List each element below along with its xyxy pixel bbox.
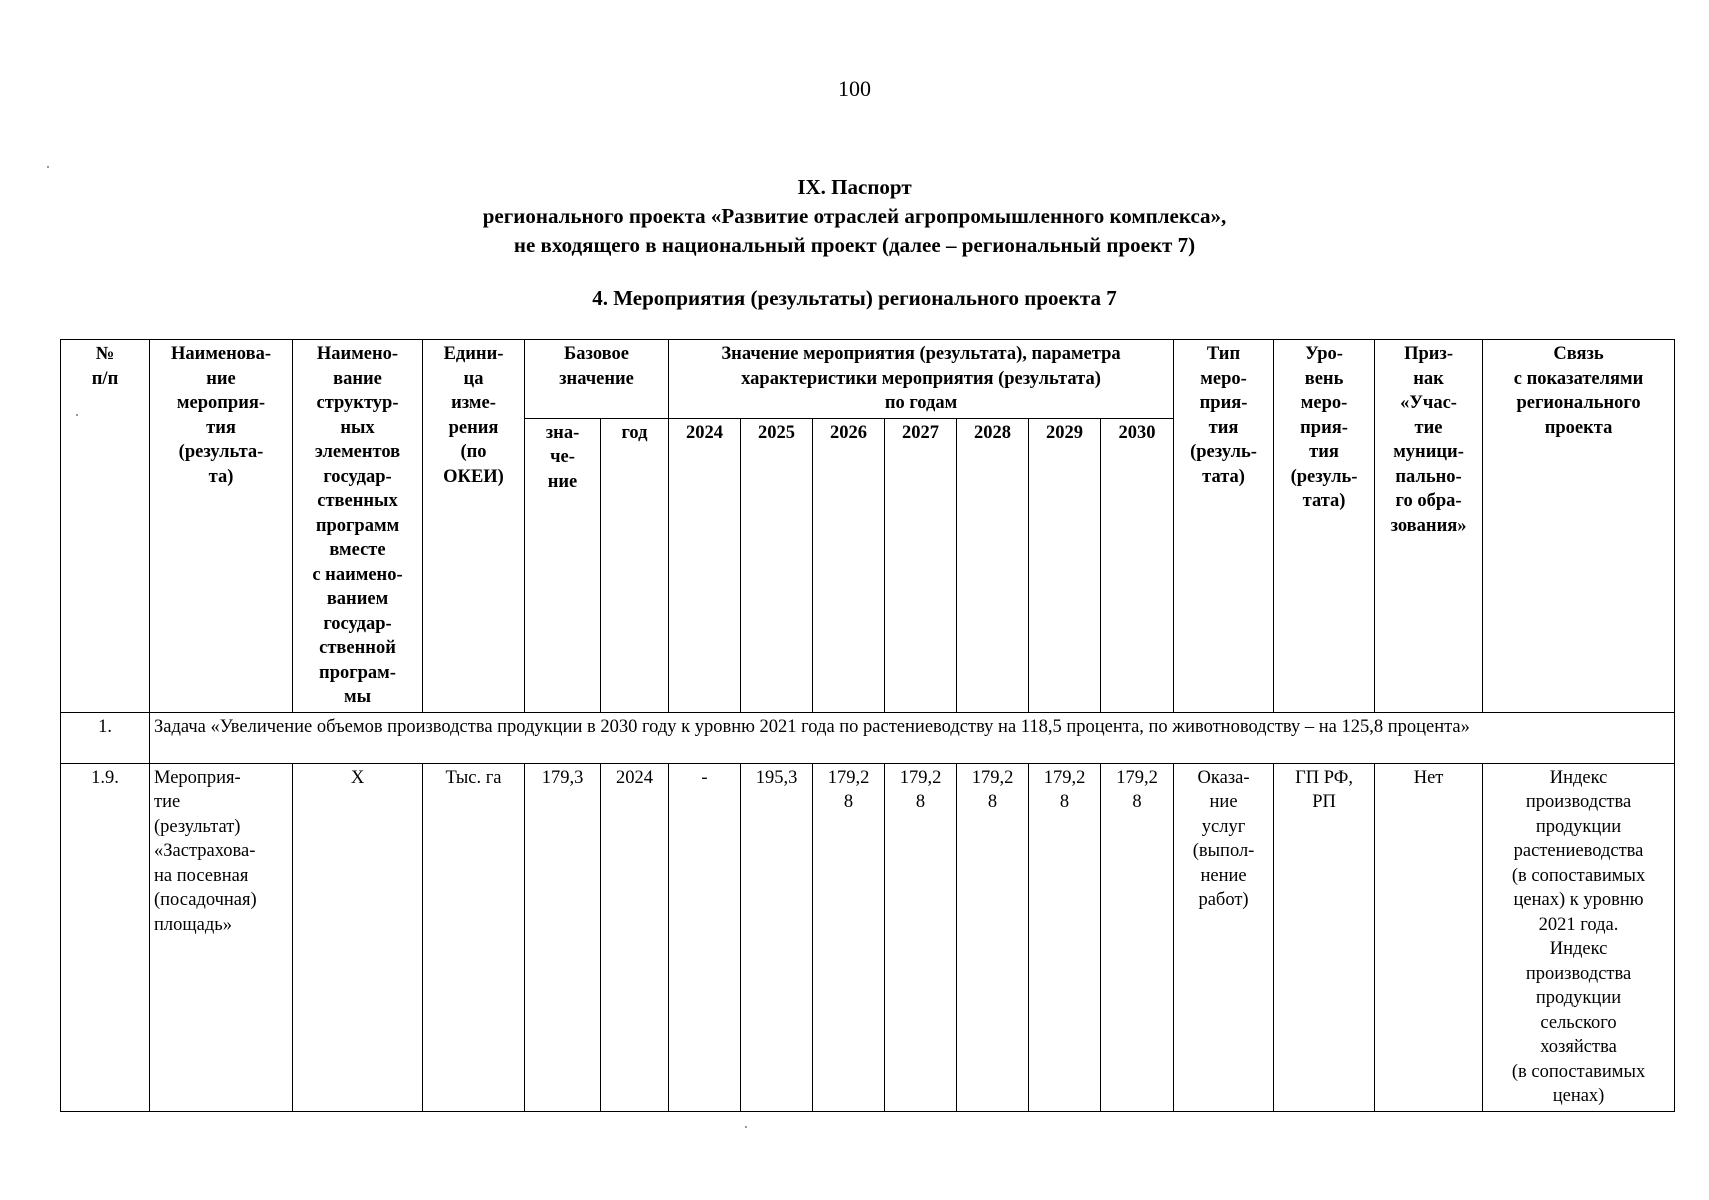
item-unit: Тыс. га [423,763,525,1111]
measures-table [60,339,1675,1112]
header-year-2025: 2025 [741,418,813,712]
header-measure-name: Наименова- ние мероприя- тия (результа- та) [150,340,293,713]
header-unit: Едини- ца изме- рения (по ОКЕИ) [423,340,525,713]
item-indicator-link: Индекс производства продукции растениеводства (в сопоставимых ценах) к уровню 2021 года. Индекс производства продукции сельского хозяйства (в сопоставимых ценах) [1483,763,1675,1111]
header-base-value: Базовое значение [525,340,669,419]
task-num: 1. [61,712,150,763]
item-value-2029: 179,2 8 [1029,763,1101,1111]
header-num: № п/п [61,340,150,713]
item-value-2030: 179,2 8 [1101,763,1174,1111]
header-year-2028: 2028 [957,418,1029,712]
header-row-1 [61,340,1675,419]
title-line-3: не входящего в национальный проект (далее – региональный проект 7) [513,233,1196,257]
header-year-2027: 2027 [885,418,957,712]
header-structural-elements: Наимено- вание структур- ных элементов государ- ственных программ вместе с наимено- ванием государ- ственной програм- мы [293,340,423,713]
page-number: 100 [838,76,871,101]
item-measure-name: Мероприя- тие (результат) «Застрахова- на посевная (посадочная) площадь» [150,763,293,1111]
item-structural-elements: X [293,763,423,1111]
header-year-2026: 2026 [813,418,885,712]
table-row-item [61,763,1675,1111]
header-measure-level: Уро- вень меро- прия- тия (резуль- тата) [1274,340,1375,713]
title-line-2: регионального проекта «Развитие отраслей агропромышленного комплекса», [482,204,1227,228]
header-municipal-participation: Приз- нак «Учас- тие муници- пально- го обра- зования» [1375,340,1483,713]
item-value-2027: 179,2 8 [885,763,957,1111]
item-value-2026: 179,2 8 [813,763,885,1111]
header-base-value-year: год [601,418,669,712]
item-municipal-participation: Нет [1375,763,1483,1111]
table-row-task [61,712,1675,763]
item-num: 1.9. [61,763,150,1111]
scan-speck [745,1126,747,1128]
section-title: 4. Мероприятия (результаты) регионального проекта 7 [592,286,1117,310]
item-measure-level: ГП РФ, РП [1274,763,1375,1111]
item-value-2025: 195,3 [741,763,813,1111]
item-base-value: 179,3 [525,763,601,1111]
header-indicator-link: Связь с показателями регионального проекта [1483,340,1675,713]
header-base-value-value: зна- че- ние [525,418,601,712]
header-year-2029: 2029 [1029,418,1101,712]
header-year-2024: 2024 [669,418,741,712]
header-values-by-year: Значение мероприятия (результата), параметра характеристики мероприятия (результата) по годам [669,340,1174,419]
scan-speck [47,166,49,168]
header-measure-type: Тип меро- прия- тия (резуль- тата) [1174,340,1274,713]
document-title [0,173,1709,260]
item-value-2024: - [669,763,741,1111]
item-base-year: 2024 [601,763,669,1111]
task-text: Задача «Увеличение объемов производства продукции в 2030 году к уровню 2021 года по растениеводству на 118,5 процента, по животноводству – на 125,8 процента» [150,712,1675,763]
item-measure-type: Оказа- ние услуг (выпол- нение работ) [1174,763,1274,1111]
scan-speck [76,414,78,416]
header-year-2030: 2030 [1101,418,1174,712]
item-value-2028: 179,2 8 [957,763,1029,1111]
title-line-1: IX. Паспорт [797,175,912,199]
